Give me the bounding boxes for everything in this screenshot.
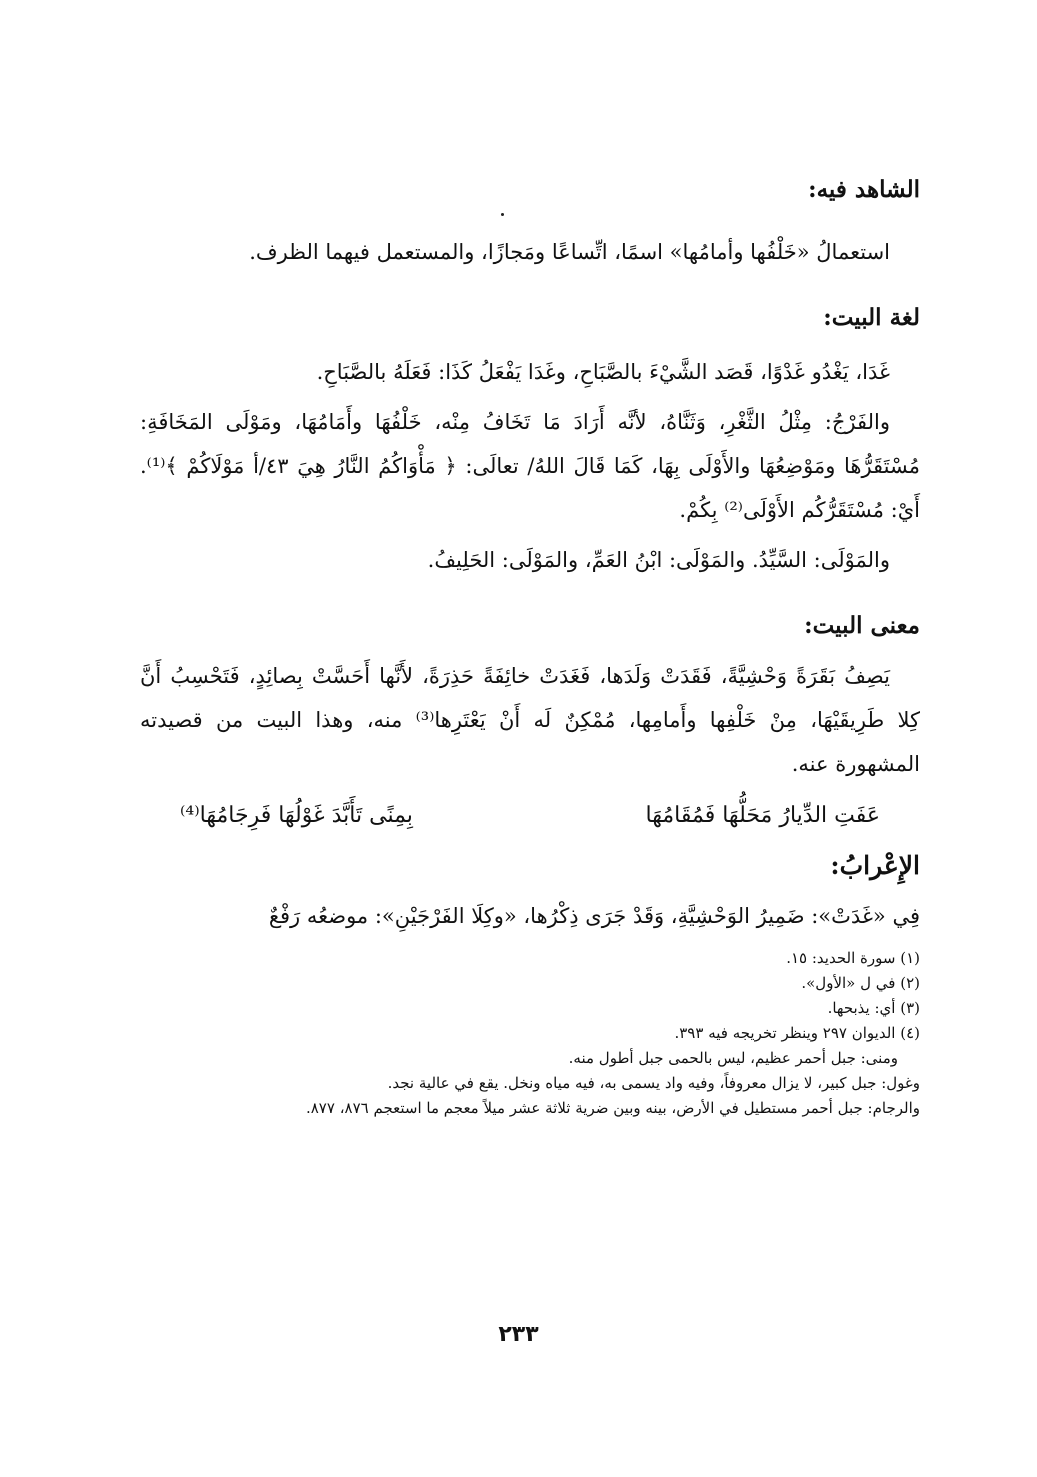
- section-meaning: [140, 606, 920, 840]
- poem-verse: [140, 792, 920, 840]
- page-body: [140, 170, 920, 1121]
- witness-text: استعمالُ «خَلْفُها وأمامُها» اسمًا، اتِّساعًا ومَجازًا، والمستعمل فيهما الظرف.: [249, 240, 890, 264]
- language-paragraph-2: والفَرْجُ: مِثْلُ الثَّغْرِ، وَثَنَّاهُ، لأنَّه أَرَادَ مَا تَخَافُ مِنْه، خَلْفُهَا وأَمَامُهَا، ومَوْلَى المَخَافَةِ: مُسْتَقَرُّهَا ومَوْضِعُهَا والأَوْلَى بِهَا، كَمَا قَالَ اللهُ/ تعالَى: ﴿ مَأْوَاكُمُ النَّارُ هِيَ ٤٣/أ مَوْلَاكُمْ ﴾⁽¹⁾. أَيْ: مُسْتَقَرُّكُم الأَوْلَى⁽²⁾ بِكُمْ.: [140, 410, 920, 522]
- footnote-3: (٣) أي: يذبحها.: [827, 999, 920, 1017]
- section-grammar: [140, 846, 920, 938]
- grammar-paragraph: فِي «غَدَتْ»: ضَمِيرُ الوَحْشِيَّةِ، وَقَدْ جَرَى ذِكْرُها، «وكِلَا الفَرْجَيْنِ»: موضعُه رَفْعٌ: [268, 904, 920, 928]
- footnote-4: (٤) الديوان ٢٩٧ وينظر تخريجه فيه ٣٩٣.: [674, 1024, 920, 1042]
- language-paragraph-1: غَدَا، يَغْدُو غَدْوًا، قَصَد الشَّيْءَ بالصَّبَاحِ، وغَدَا يَفْعَلُ كَذَا: فَعَلَهُ بالصَّبَاحِ.: [316, 360, 890, 384]
- verse-second-hemistich: بِمِنًى تَأَبَّدَ غَوْلُهَا فَرِجَامُهَا⁽⁴⁾: [180, 803, 413, 828]
- heading-grammar: الإِعْرابُ:: [830, 851, 920, 880]
- section-language: [140, 298, 920, 582]
- footnote-4-ghawl: وغول: جبل كبير، لا يزال معروفاً، وفيه واد يسمى به، فيه مياه ونخل. يقع في عالية نجد.: [387, 1074, 920, 1092]
- meaning-paragraph: يَصِفُ بَقَرَةً وَحْشِيَّةً، فَقَدَتْ وَلَدَها، فَغَدَتْ خائِفَةً حَذِرَةً، لأَنَّها أَحَسَّتْ بِصائِدٍ، فَتَحْسِبُ أَنَّ كِلا طَرِيقَيْهَا، مِنْ خَلْفِها وأَمامِها، مُمْكِنٌ لَه أَنْ يَعْتَرِها⁽³⁾ منه، وهذا البيت من قصيدته المشهورة عنه.: [140, 664, 920, 776]
- page-number: ٢٣٣: [498, 1322, 539, 1347]
- heading-meaning: معنى البيت:: [804, 612, 920, 639]
- verse-first-hemistich: عَفَتِ الدِّيارُ مَحَلُّهَا فَمُقَامُهَا: [645, 803, 880, 828]
- language-paragraph-3: والمَوْلَى: السَّيِّدُ. والمَوْلَى: ابْنُ العَمِّ، والمَوْلَى: الحَلِيفُ.: [427, 548, 890, 572]
- heading-language: لغة البيت:: [823, 304, 920, 331]
- footnote-1: (١) سورة الحديد: ١٥.: [786, 949, 920, 967]
- footnote-2: (٢) في ل «الأول».: [801, 974, 920, 992]
- heading-witness: الشاهد فيه:: [808, 176, 920, 203]
- footnotes: [140, 946, 920, 1121]
- section-witness: [140, 170, 920, 274]
- footnote-4-rijam: والرجام: جبل أحمر مستطيل في الأرض، بينه وبين ضرية ثلاثة عشر ميلاً معجم ما استعجم ٨٧٦، ٨٧٧.: [305, 1099, 920, 1117]
- footnote-4-mina: ومنى: جبل أحمر عظيم، ليس بالحمى جبل أطول منه.: [568, 1049, 898, 1067]
